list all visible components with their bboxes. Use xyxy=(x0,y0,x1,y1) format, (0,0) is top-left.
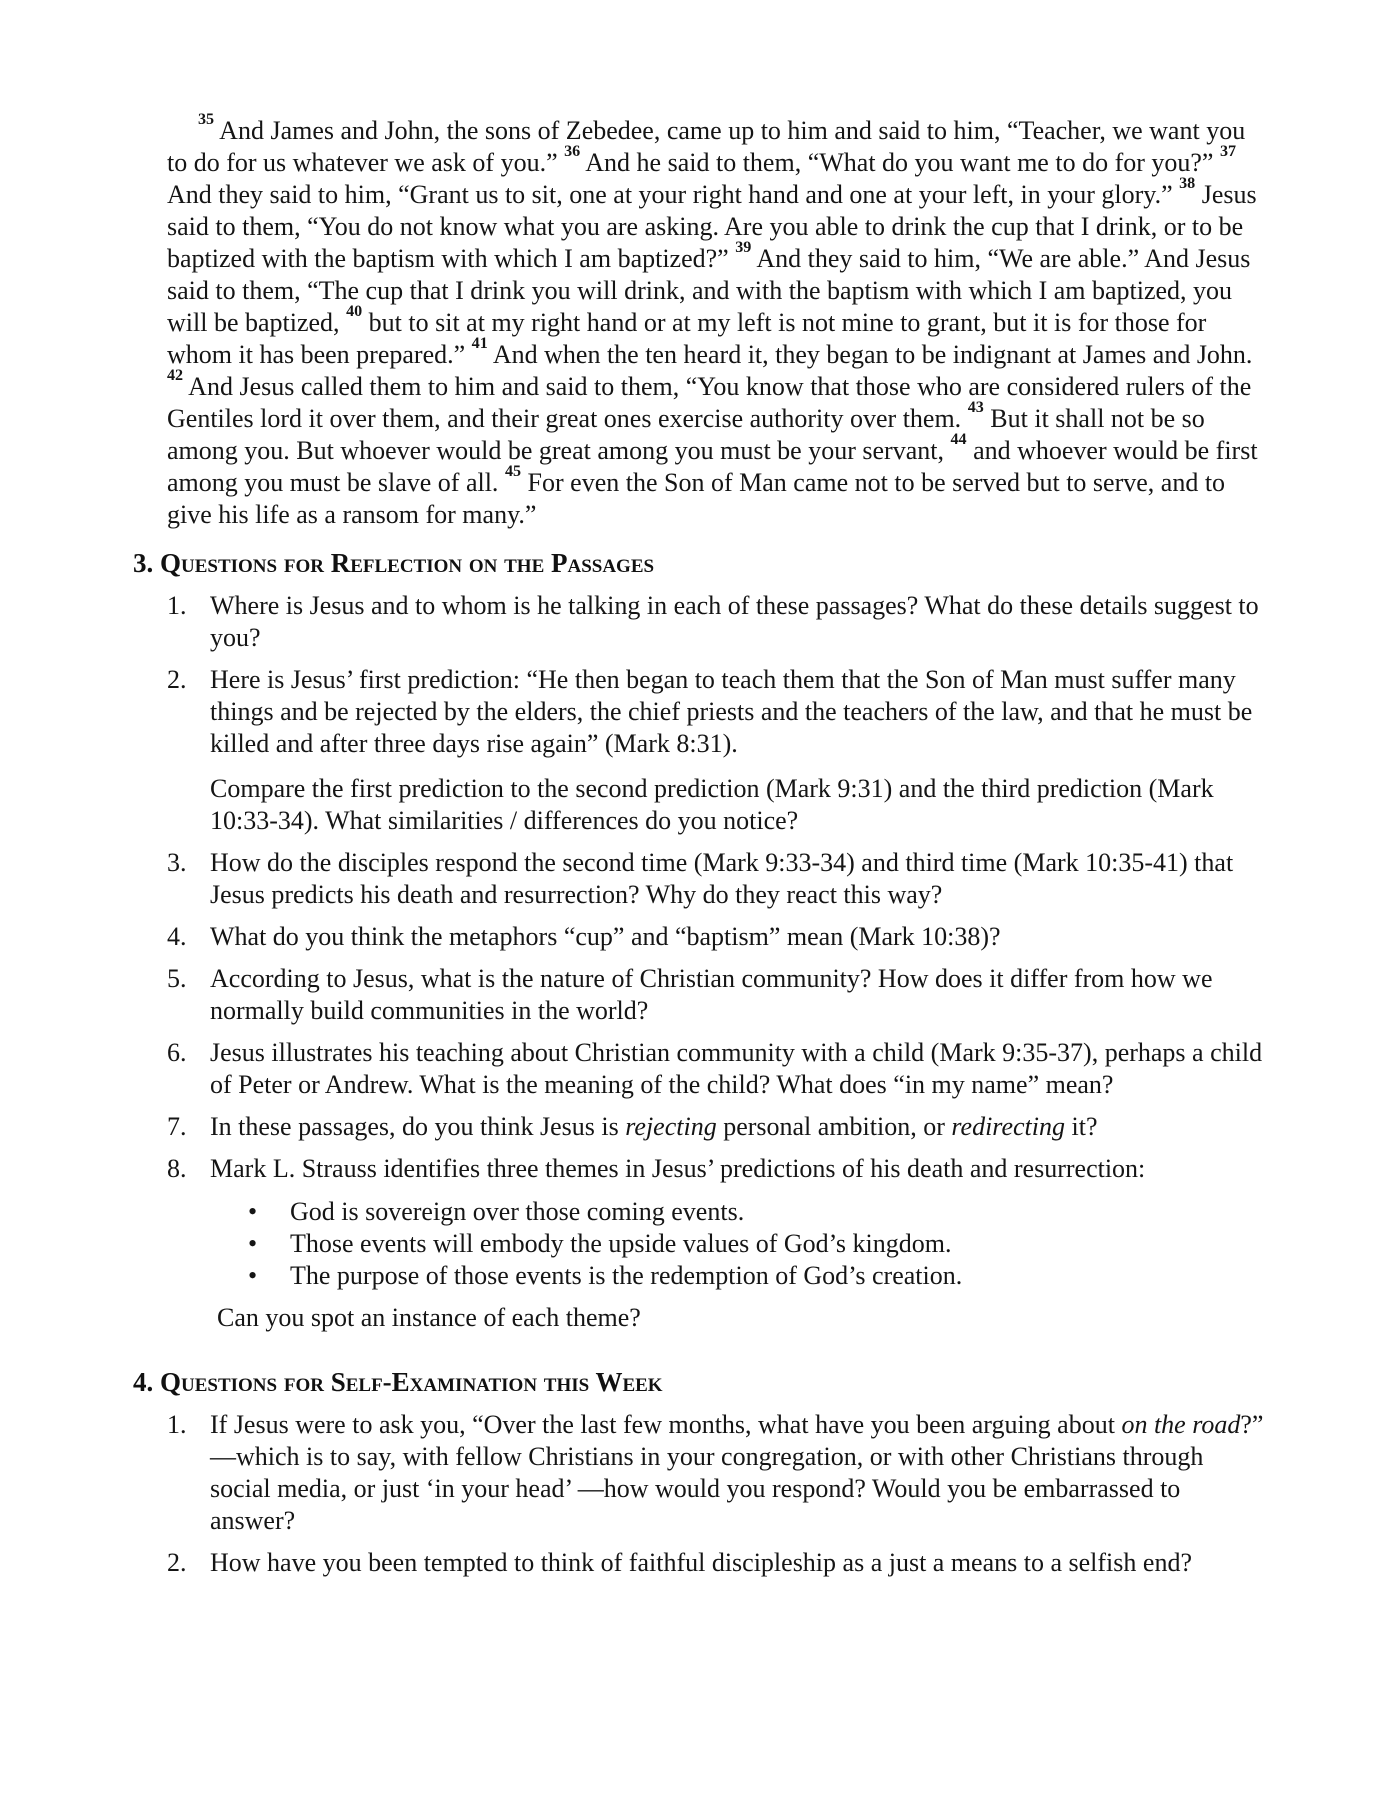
question-text: Jesus illustrates his teaching about Christian community with a child (Mark 9:35-37), perhaps a child of Peter or Andrew. What is the meaning of the child? What does “in my name” mean? xyxy=(210,1038,1263,1099)
question-item xyxy=(167,664,1267,837)
question-number: 2. xyxy=(167,665,187,694)
question-text: How have you been tempted to think of faithful discipleship as a just a means to a selfish end? xyxy=(210,1548,1192,1577)
section-reflection xyxy=(133,547,1267,1350)
question-body xyxy=(210,590,1267,654)
bullet-icon: • xyxy=(248,1197,258,1226)
italic-text: redirecting xyxy=(951,1112,1065,1141)
bullet-text: Those events will embody the upside values of God’s kingdom. xyxy=(290,1229,952,1258)
question-body xyxy=(210,847,1267,911)
question-number: 5. xyxy=(167,964,187,993)
scripture-passage: $^{35}$ And James and John, the sons of Zebedee, came up to him and said to him, “Teacher, we want you to do for us whatever we ask of you.” $^{36}$ And he said to them, “What do you want me to do for you?” $^{37}$ And they said to him, “Grant us to sit, one at your right hand and one at your left, in your glory.” $^{38}$ Jesus said to them, “You do not know what you are asking. Are you able to drink the cup that I drink, or to be baptized with the baptism with which I am baptized?” $^{39}$ And they said to him, “We are able.” And Jesus said to them, “The cup that I drink you will drink, and with the baptism with which I am baptized, you will be baptized, $^{40}$ but to sit at my right hand or at my left is not mine to grant, but it is for those for whom it has been prepared.” $^{41}$ And when the ten heard it, they began to be indignant at James and John. $^{42}$ And Jesus called them to him and said to them, “You know that those who are considered rulers of the Gentiles lord it over them, and their great ones exercise authority over them. $^{43}$ But it shall not be so among you. But whoever would be great among you must be your servant, $^{44}$ and whoever would be first among you must be slave of all. $^{45}$ For even the Son of Man came not to be served but to serve, and to give his life as a ransom for many.” xyxy=(167,110,1258,529)
question-item xyxy=(167,1153,1267,1350)
question-body xyxy=(210,1037,1267,1101)
bullet-text: The purpose of those events is the redemption of God’s creation. xyxy=(290,1261,963,1290)
question-body xyxy=(210,664,1267,837)
question-item xyxy=(167,921,1267,953)
verse-number: 43 xyxy=(967,398,984,416)
verse-number: 40 xyxy=(346,302,363,320)
question-item xyxy=(167,1409,1267,1537)
question-number: 1. xyxy=(167,591,187,620)
question-number: 1. xyxy=(167,1410,187,1439)
question-text: How do the disciples respond the second time (Mark 9:33-34) and third time (Mark 10:35-41) that Jesus predicts his death and resurrection? Why do they react this way? xyxy=(210,848,1234,909)
verse-number: 44 xyxy=(950,430,967,448)
italic-text: rejecting xyxy=(625,1112,717,1141)
question-text: Mark L. Strauss identifies three themes in Jesus’ predictions of his death and resurrection: xyxy=(210,1154,1146,1183)
question-number: 2. xyxy=(167,1548,187,1577)
verse-number: 41 xyxy=(471,334,488,352)
self-examination-question-list xyxy=(167,1409,1267,1579)
theme-bullet-list xyxy=(210,1196,1267,1292)
question-body xyxy=(210,1547,1267,1579)
section-heading-self-examination: 4. Questions for Self-Examination this Week xyxy=(133,1367,663,1397)
question-body xyxy=(210,921,1267,953)
reflection-question-list xyxy=(167,590,1267,1350)
question-text: If Jesus were to ask you, “Over the last few months, what have you been arguing about on the road?” —which is to say, with fellow Christians in your congregation, or with other Christians through social media, or just ‘in your head’ —how would you respond? Would you be embarrassed to answer? xyxy=(210,1410,1264,1535)
question-text: Where is Jesus and to whom is he talking in each of these passages? What do these details suggest to you? xyxy=(210,591,1259,652)
bullet-item xyxy=(210,1260,1267,1292)
question-followup: Can you spot an instance of each theme? xyxy=(217,1303,641,1332)
section-heading-reflection: 3. Questions for Reflection on the Passages xyxy=(133,548,655,578)
question-number: 4. xyxy=(167,922,187,951)
question-text: Here is Jesus’ first prediction: “He then began to teach them that the Son of Man must suffer many things and be rejected by the elders, the chief priests and the teachers of the law, and that he must be killed and after three days rise again” (Mark 8:31). xyxy=(210,665,1253,758)
section-self-examination xyxy=(133,1366,1267,1579)
question-text: In these passages, do you think Jesus is rejecting personal ambition, or redirecting it? xyxy=(210,1112,1098,1141)
question-number: 7. xyxy=(167,1112,187,1141)
question-item xyxy=(167,1037,1267,1101)
verse-number: 35 xyxy=(198,110,215,128)
bullet-item xyxy=(210,1228,1267,1260)
bullet-text: God is sovereign over those coming events. xyxy=(290,1197,745,1226)
verse-number: 45 xyxy=(504,462,522,480)
question-item xyxy=(167,590,1267,654)
question-body xyxy=(210,963,1267,1027)
italic-text: on the road xyxy=(1121,1410,1241,1439)
question-item xyxy=(167,1111,1267,1143)
bullet-icon: • xyxy=(248,1261,258,1290)
question-number: 6. xyxy=(167,1038,187,1067)
question-number: 3. xyxy=(167,848,187,877)
question-item xyxy=(167,963,1267,1027)
question-body xyxy=(210,1409,1267,1537)
bullet-icon: • xyxy=(248,1229,258,1258)
question-text: According to Jesus, what is the nature of Christian community? How does it differ from how we normally build communities in the world? xyxy=(210,964,1213,1025)
bullet-item xyxy=(210,1196,1267,1228)
question-text: What do you think the metaphors “cup” and “baptism” mean (Mark 10:38)? xyxy=(210,922,1001,951)
question-body xyxy=(210,1111,1267,1143)
question-number: 8. xyxy=(167,1154,187,1183)
question-item xyxy=(167,847,1267,911)
question-text: Compare the first prediction to the second prediction (Mark 9:31) and the third prediction (Mark 10:33-34). What similarities / differences do you notice? xyxy=(210,774,1214,835)
verse-number: 37 xyxy=(1219,142,1237,160)
verse-number: 42 xyxy=(167,366,184,384)
verse-number: 39 xyxy=(735,238,752,256)
verse-number: 38 xyxy=(1179,174,1196,192)
question-body xyxy=(210,1153,1267,1350)
question-item xyxy=(167,1547,1267,1579)
verse-number: 36 xyxy=(564,142,581,160)
